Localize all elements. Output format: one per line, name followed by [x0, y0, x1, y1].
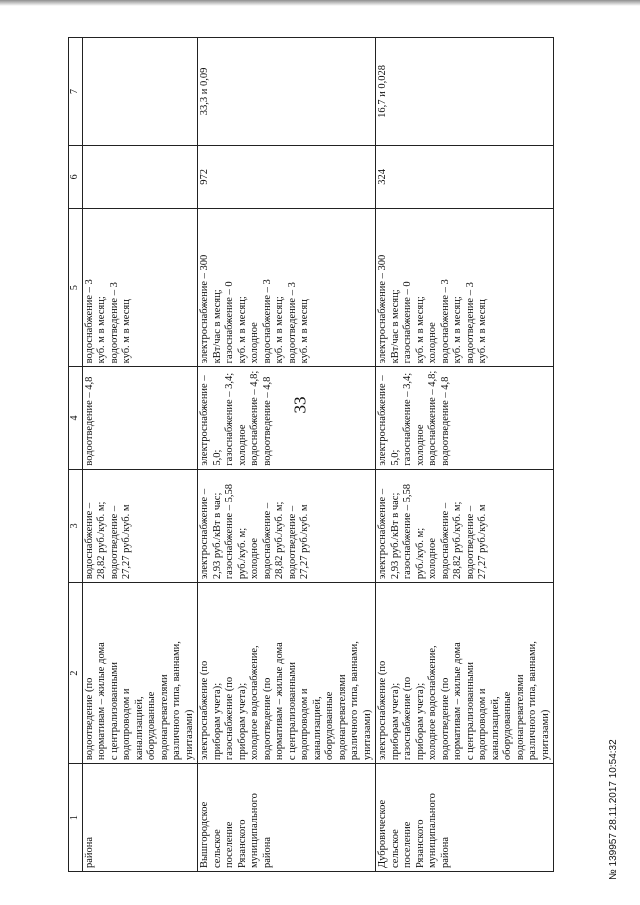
- table-row: [82, 38, 198, 872]
- cell-settlement: Дубровическое сельское поселение Рязанского муниципального района: [376, 764, 554, 872]
- col-header-6: 6: [69, 145, 83, 208]
- cell-population: 972: [198, 145, 376, 208]
- column-number-row: [69, 38, 83, 872]
- table-row: [376, 38, 554, 872]
- col-header-2: 2: [69, 583, 83, 764]
- cell-tariffs: электроснабжение – 2,93 руб./кВт в час; газоснабжение – 5,58 руб./куб. м; холодное водоснабжение – 28,82 руб./куб. м; водоотведение – 27,27 руб./куб. м: [198, 469, 376, 583]
- scan-edge: [0, 0, 640, 6]
- cell-population: [82, 145, 198, 208]
- col-header-3: 3: [69, 469, 83, 583]
- cell-services: водоотведение (по нормативам – жилые дома с централизованными водопроводом и канализацией, оборудованные водонагревателями различного типа, ваннами, унитазами): [82, 583, 198, 764]
- cell-volumes: водоснабжение – 3 куб. м в месяц; водоотведение – 3 куб. м в месяц: [82, 208, 198, 366]
- cell-growth-index: электроснабжение – 5,0; газоснабжение – 3,4; холодное водоснабжение – 4,8; водоотведение – 4,8: [198, 367, 376, 469]
- col-header-4: 4: [69, 367, 83, 469]
- table-row: [198, 38, 376, 872]
- col-header-1: 1: [69, 764, 83, 872]
- cell-share: 16,7 и 0,028: [376, 38, 554, 146]
- cell-volumes: электроснабжение – 300 кВт/час в месяц; газоснабжение – 0 куб. м в месяц; холодное водоснабжение – 3 куб. м в месяц; водоотведение – 3 куб. м в месяц: [198, 208, 376, 366]
- cell-growth-index: электроснабжение – 5,0; газоснабжение – 3,4; холодное водоснабжение – 4,8; водоотведение – 4,8: [376, 367, 554, 469]
- cell-population: 324: [376, 145, 554, 208]
- cell-settlement: Вышгородское сельское поселение Рязанского муниципального района: [198, 764, 376, 872]
- col-header-7: 7: [69, 38, 83, 146]
- cell-tariffs: электроснабжение – 2,93 руб./кВт в час; газоснабжение – 5,58 руб./куб. м; холодное водоснабжение – 28,82 руб./куб. м; водоотведение – 27,27 руб./куб. м: [376, 469, 554, 583]
- tariff-table: [68, 37, 554, 872]
- cell-settlement: района: [82, 764, 198, 872]
- cell-growth-index: водоотведение – 4,8: [82, 367, 198, 469]
- cell-services: электроснабжение (по приборам учета); газоснабжение (по приборам учета); холодное водоснабжение, водоотведение (по нормативам – жилые дома с централизованными водопроводом и канализацией, оборудованные водонагревателями различного типа, ваннами, унитазами): [198, 583, 376, 764]
- cell-share: [82, 38, 198, 146]
- rotated-table-container: [68, 37, 551, 872]
- col-header-5: 5: [69, 208, 83, 366]
- cell-services: электроснабжение (по приборам учета); газоснабжение (по приборам учета); холодное водоснабжение, водоотведение (по нормативам – жилые дома с централизованными водопроводом и канализацией, оборудованные водонагревателями различного типа, ваннами, унитазами): [376, 583, 554, 764]
- cell-volumes: электроснабжение – 300 кВт/час в месяц; газоснабжение – 0 куб. м в месяц; холодное водоснабжение – 3 куб. м в месяц; водоотведение – 3 куб. м в месяц: [376, 208, 554, 366]
- document-footer: № 139957 28.11.2017 10:54:32: [608, 739, 619, 880]
- page-number: 33: [290, 396, 310, 414]
- cell-share: 33,3 и 0,09: [198, 38, 376, 146]
- cell-tariffs: водоснабжение – 28,82 руб./куб. м; водоотведение – 27,27 руб./куб. м: [82, 469, 198, 583]
